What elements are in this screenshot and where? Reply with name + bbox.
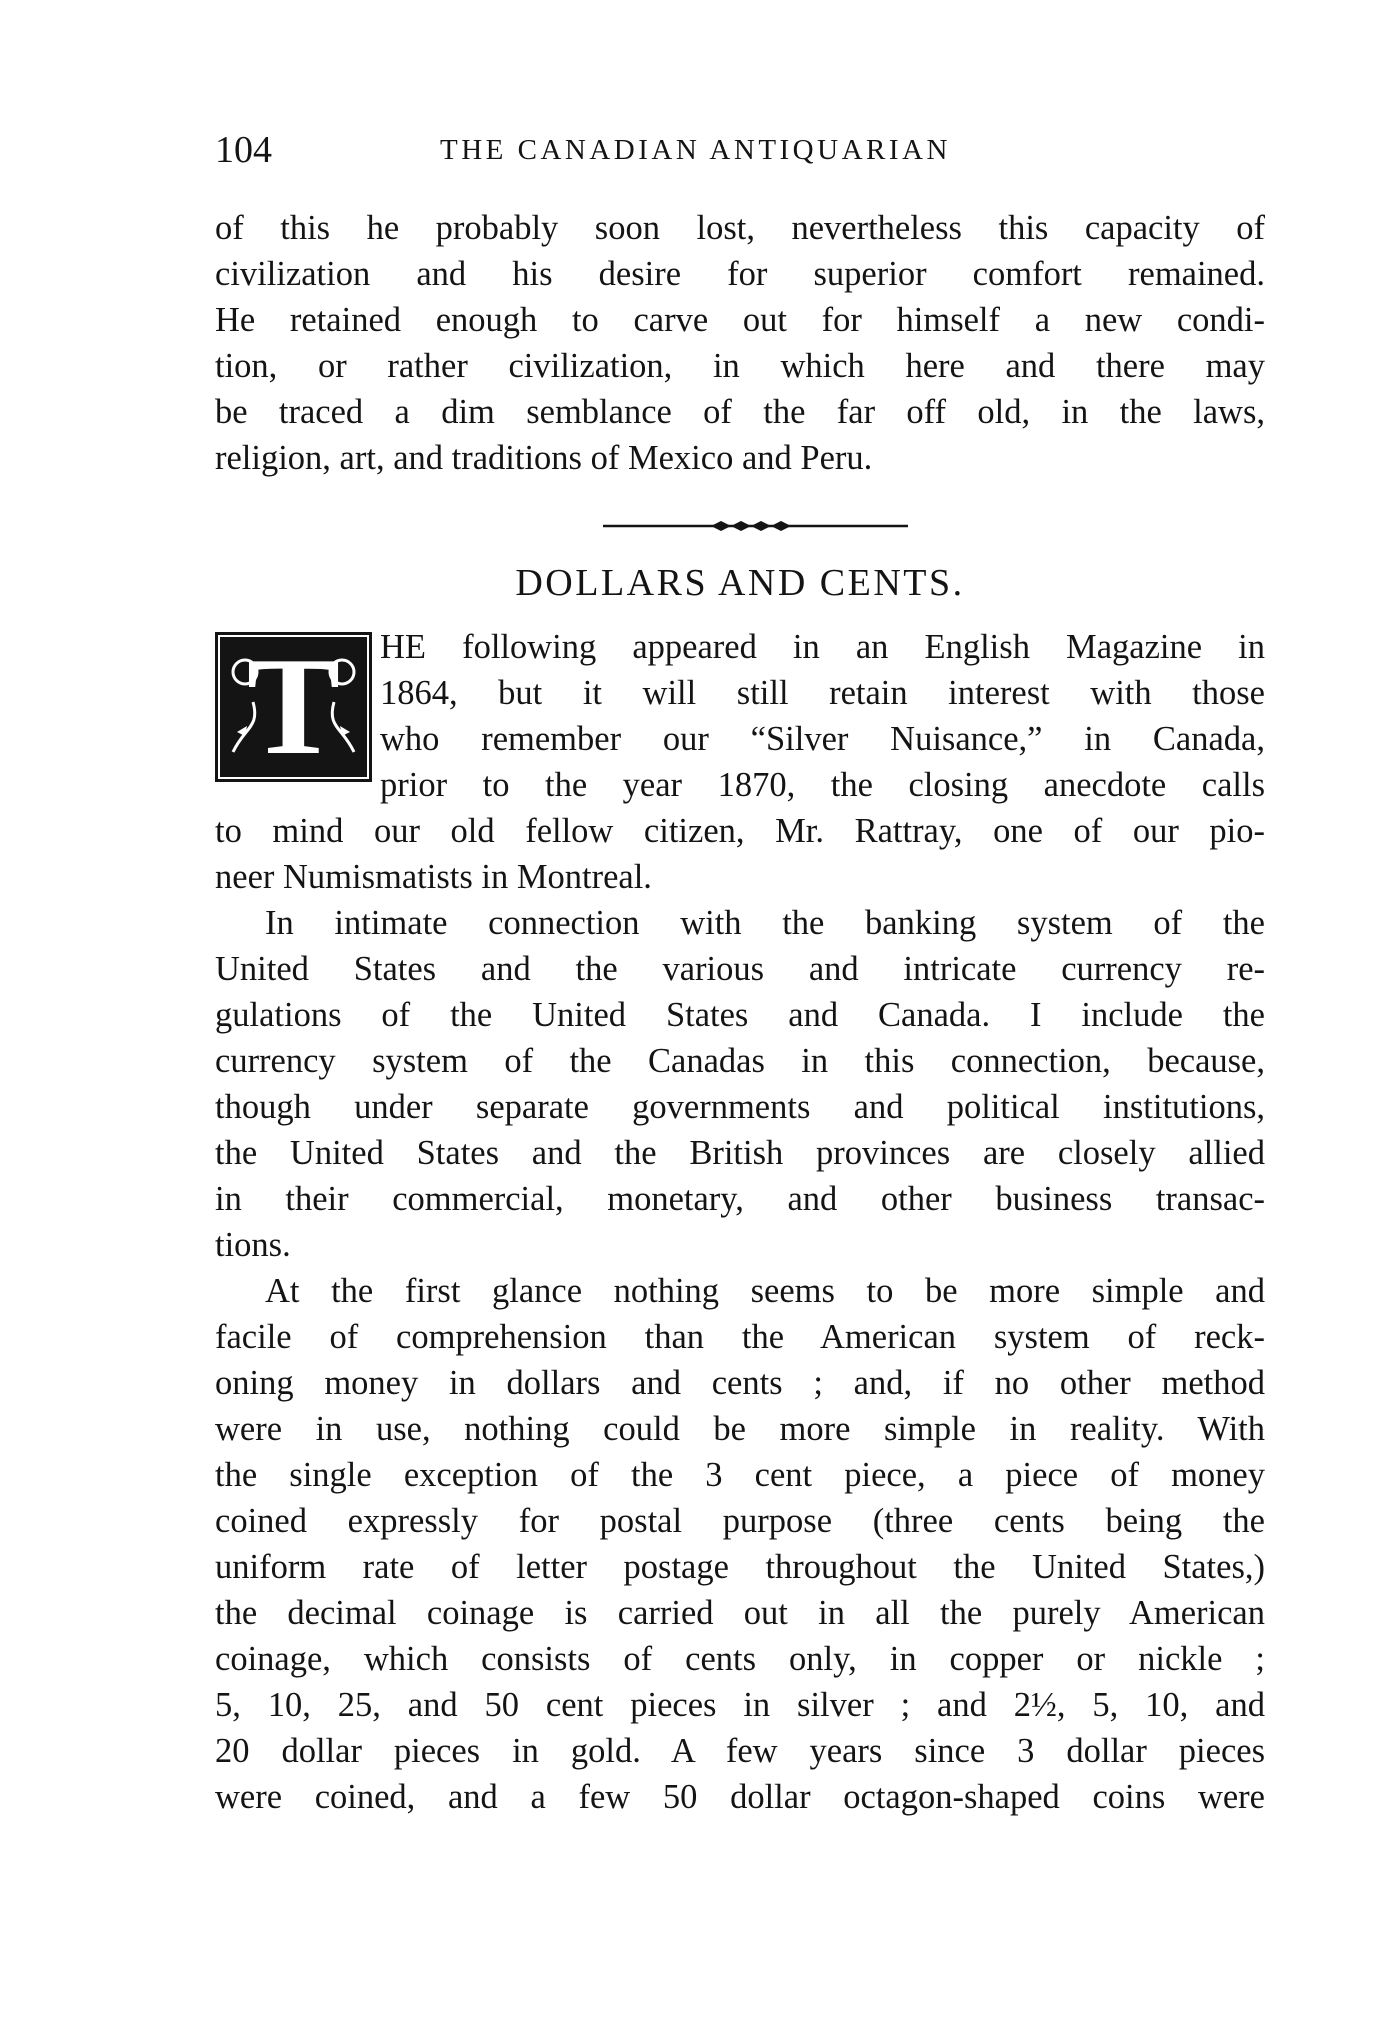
text-line: in their commercial, monetary, and other business transac- [215, 1180, 1265, 1218]
text-line: tions. [215, 1226, 291, 1264]
section-body [215, 808, 1265, 1820]
text-line: of this he probably soon lost, nevertheless this capacity of [215, 209, 1265, 247]
text-line: currency system of the Canadas in this connection, because, [215, 1042, 1265, 1080]
running-head [215, 125, 1265, 175]
text-line: coinage, which consists of cents only, in copper or nickle ; [215, 1640, 1265, 1678]
text-line: were in use, nothing could be more simple in reality. With [215, 1410, 1265, 1448]
text-line: neer Numismatists in Montreal. [215, 858, 652, 896]
text-line: were coined, and a few 50 dollar octagon-shaped coins were [215, 1778, 1265, 1816]
text-line: 20 dollar pieces in gold. A few years since 3 dollar pieces [215, 1732, 1265, 1770]
drop-cap-letter: T [246, 629, 341, 784]
ornament-divider [603, 520, 908, 532]
text-line: though under separate governments and political institutions, [215, 1088, 1265, 1126]
text-line: civilization and his desire for superior comfort remained. [215, 255, 1265, 293]
text-line: the decimal coinage is carried out in all the purely American [215, 1594, 1265, 1632]
text-line: the single exception of the 3 cent piece, a piece of money [215, 1456, 1265, 1494]
text-line: 1864, but it will still retain interest with those [380, 674, 1265, 712]
drop-cap [215, 629, 372, 784]
text-line: who remember our “Silver Nuisance,” in Canada, [380, 720, 1265, 758]
text-line: oning money in dollars and cents ; and, if no other method [215, 1364, 1265, 1402]
text-line: He retained enough to carve out for himself a new condi- [215, 301, 1265, 339]
page-number: 104 [215, 129, 272, 171]
text-line: tion, or rather civilization, in which here and there may [215, 347, 1265, 385]
text-line: coined expressly for postal purpose (three cents being the [215, 1502, 1265, 1540]
text-line: United States and the various and intricate currency re- [215, 950, 1265, 988]
text-line: religion, art, and traditions of Mexico and Peru. [215, 439, 873, 477]
journal-title: THE CANADIAN ANTIQUARIAN [440, 134, 951, 166]
text-line: HE following appeared in an English Magazine in [380, 628, 1265, 666]
text-line: prior to the year 1870, the closing anecdote calls [380, 766, 1265, 804]
dropcap-lines [380, 624, 1265, 808]
text-line: be traced a dim semblance of the far off old, in the laws, [215, 393, 1265, 431]
text-line: At the first glance nothing seems to be more simple and [265, 1272, 1265, 1310]
opening-paragraph [215, 205, 1265, 481]
text-line: to mind our old fellow citizen, Mr. Rattray, one of our pio- [215, 812, 1265, 850]
text-line: the United States and the British provinces are closely allied [215, 1134, 1265, 1172]
section-heading: DOLLARS AND CENTS. [515, 562, 965, 604]
text-line: In intimate connection with the banking system of the [265, 904, 1265, 942]
text-line: uniform rate of letter postage throughout the United States,) [215, 1548, 1265, 1586]
text-line: 5, 10, 25, and 50 cent pieces in silver ; and 2½, 5, 10, and [215, 1686, 1265, 1724]
text-line: gulations of the United States and Canada. I include the [215, 996, 1265, 1034]
text-line: facile of comprehension than the American system of reck- [215, 1318, 1265, 1356]
